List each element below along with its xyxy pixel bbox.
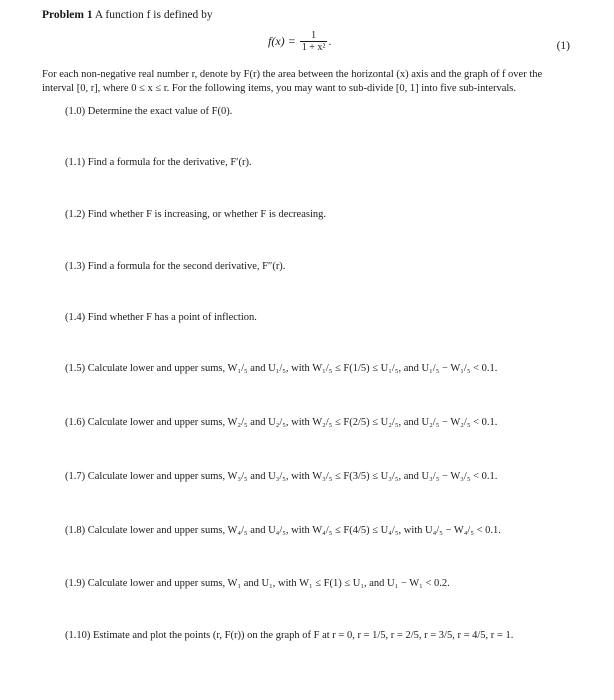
item-1-0: (1.0) Determine the exact value of F(0). xyxy=(65,106,233,117)
item-1-5: (1.5) Calculate lower and upper sums, W₁/₅ and U₁/₅, with W₁/₅ ≤ F(1/5) ≤ U₁/₅, and U₁/₅ − W₁/₅ < 0.1. xyxy=(65,363,498,374)
item-1-4: (1.4) Find whether F has a point of inflection. xyxy=(65,312,257,323)
item-1-1: (1.1) Find a formula for the derivative, F′(r). xyxy=(65,157,252,168)
item-1-9: (1.9) Calculate lower and upper sums, W₁ and U₁, with W₁ ≤ F(1) ≤ U₁, and U₁ − W₁ < 0.2. xyxy=(65,578,450,589)
intro-paragraph: For each non-negative real number r, denote by F(r) the area between the horizontal (x) axis and the graph of f over the interval [0, r], where 0 ≤ x ≤ r. For the following items, you may want to sub-divide [0, 1] into five sub-intervals. xyxy=(42,69,543,94)
function-equation xyxy=(268,30,331,53)
problem-statement: A function f is defined by xyxy=(94,9,213,21)
equation-number: (1) xyxy=(556,40,570,52)
item-1-2: (1.2) Find whether F is increasing, or whether F is decreasing. xyxy=(65,209,326,220)
problem-label: Problem 1 xyxy=(42,9,93,21)
equation-denominator: 1 + x² xyxy=(301,42,326,53)
equation-punctuation: . xyxy=(328,34,332,48)
equation-numerator: 1 xyxy=(311,30,317,41)
item-1-6: (1.6) Calculate lower and upper sums, W₂/₅ and U₂/₅, with W₂/₅ ≤ F(2/5) ≤ U₂/₅, and U₂/₅ − W₂/₅ < 0.1. xyxy=(65,417,498,428)
problem-header xyxy=(42,9,213,21)
item-1-8: (1.8) Calculate lower and upper sums, W₄/₅ and U₄/₅, with W₄/₅ ≤ F(4/5) ≤ U₄/₅, with U₄/₅ − W₄/₅ < 0.1. xyxy=(65,525,501,536)
item-1-10: (1.10) Estimate and plot the points (r, F(r)) on the graph of F at r = 0, r = 1/5, r = 2/5, r = 3/5, r = 4/5, r = 1. xyxy=(65,630,514,641)
item-1-7: (1.7) Calculate lower and upper sums, W₃/₅ and U₃/₅, with W₃/₅ ≤ F(3/5) ≤ U₃/₅, and U₃/₅ − W₃/₅ < 0.1. xyxy=(65,471,498,482)
item-1-3: (1.3) Find a formula for the second derivative, F″(r). xyxy=(65,261,286,272)
equation-lhs: f(x) = xyxy=(268,34,296,48)
equation-fraction xyxy=(300,30,328,53)
